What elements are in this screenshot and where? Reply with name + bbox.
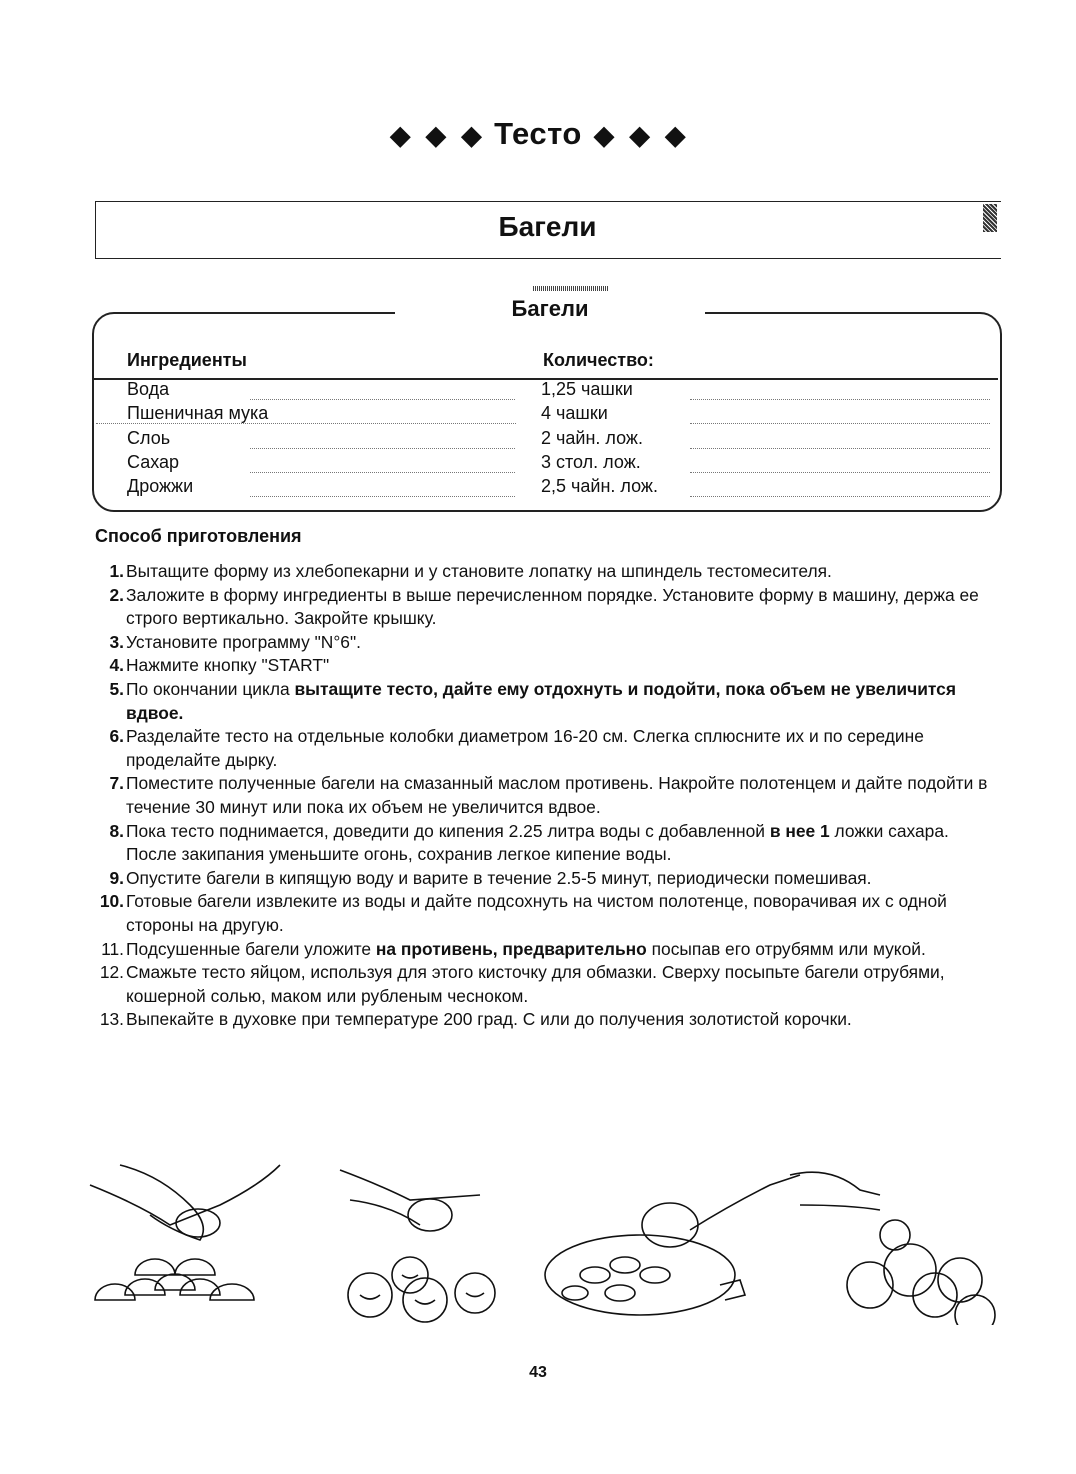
page-number: 43 [529, 1364, 547, 1381]
step-text [126, 725, 996, 772]
shaping-dough-illustration [90, 1165, 280, 1300]
step-number: 12. [99, 962, 124, 983]
step-text [126, 820, 996, 867]
dotted-leader [250, 448, 515, 449]
ingredient-name: Пшеничная мука [127, 403, 269, 424]
diamond-icon: ◆ [593, 120, 615, 150]
step-emphasis: вытащите тесто, дайте ему отдохнуть и подойти, пока объем не увеличится вдвое. [126, 678, 956, 723]
step-number: 13. [99, 1009, 124, 1030]
ingredient-name: Вода [127, 379, 170, 399]
step-number: 4. [109, 655, 124, 676]
dotted-leader [250, 399, 515, 400]
method-title: Способ приготовления [95, 526, 302, 546]
step-item [96, 584, 996, 631]
step-item [96, 961, 996, 1008]
step-number: 11. [101, 938, 124, 959]
section-title [0, 116, 1076, 152]
step-text-part: Подсушенные багели уложите [126, 938, 376, 959]
step-number: 6. [109, 726, 124, 747]
ingredient-name: Слоь [127, 427, 171, 448]
ingredient-quantity: 4 чашки [541, 403, 608, 424]
step-item [96, 631, 996, 655]
illustrations [80, 1145, 1010, 1325]
step-text [126, 938, 926, 962]
step-emphasis: на противень, предварительно [375, 938, 647, 959]
step-text-part: Поместите полученные багели на смазанный маслом противень. Накройте полотенцем и дайте подойти в течение 30 минут или пока их объем не увеличится вдвое. [126, 773, 988, 817]
step-item [96, 678, 996, 725]
step-item [96, 820, 996, 867]
dotted-leader [96, 423, 516, 424]
step-text-part: Пока тесто поднимается, доведити до кипения 2.25 литра воды с добавленной [126, 820, 770, 841]
step-text [126, 631, 361, 655]
topping-bagels-illustration [790, 1172, 995, 1325]
step-text-part: Выпекайте в духовке при температуре 200 град. С или до получения золотистой корочки. [126, 1009, 852, 1030]
step-text-part: Разделайте тесто на отдельные колобки диаметром 16-20 см. Слегка сплюсните их и по середине проделайте дырку. [126, 726, 924, 770]
ingredient-quantity: 1,25 чашки [541, 379, 633, 399]
step-item [96, 725, 996, 772]
step-number: 3. [109, 631, 124, 652]
step-text-part: Вытащите форму из хлебопекарни и у становите лопатку на шпиндель тестомесителя. [126, 561, 832, 581]
step-item [96, 1008, 996, 1032]
making-hole-illustration [340, 1170, 495, 1322]
step-item [96, 938, 996, 962]
step-text-part: По окончании цикла [126, 678, 295, 699]
step-text [126, 772, 996, 819]
step-text-part: Смажьте тесто яйцом, используя для этого кисточку для обмазки. Сверху посыпьте багели отрубями, кошерной солью, маком или рубленым чесноком. [126, 962, 945, 1006]
step-text [126, 654, 329, 678]
step-number: 8. [109, 820, 124, 841]
step-item [96, 560, 996, 584]
diamond-icon: ◆ [629, 120, 651, 150]
diamond-icon: ◆ [390, 120, 411, 150]
step-item [96, 890, 996, 937]
ingredient-name: Сахар [127, 451, 180, 472]
step-text [126, 867, 872, 891]
step-text-part: Установите программу "N°6". [126, 631, 361, 652]
diamond-icon: ◆ [425, 120, 447, 150]
dotted-leader [690, 496, 990, 497]
dotted-leader [250, 472, 515, 473]
step-number: 1. [109, 561, 124, 581]
step-number: 2. [109, 584, 124, 605]
card-title: Багели [511, 296, 589, 321]
step-text [126, 890, 996, 937]
recipe-title: Багели [498, 211, 597, 242]
card-title-mark [533, 286, 608, 291]
step-text-part: Опустите багели в кипящую воду и варите в течение 2.5-5 минут, периодически помешивая. [126, 867, 872, 888]
step-item [96, 772, 996, 819]
dotted-leader [250, 496, 515, 497]
quantity-header: Количество: [543, 350, 654, 370]
section-title-text: Тесто [494, 116, 582, 151]
ingredient-name: Дрожжи [127, 476, 194, 497]
step-text [126, 1008, 852, 1032]
ingredient-quantity: 2 чайн. лож. [541, 427, 643, 448]
step-text [126, 961, 996, 1008]
boiling-bagels-illustration [545, 1175, 800, 1315]
dotted-leader [690, 399, 990, 400]
step-text [126, 560, 832, 584]
step-text [126, 584, 996, 631]
step-number: 5. [109, 678, 124, 699]
diamond-icon: ◆ [665, 120, 686, 150]
step-number: 10. [99, 891, 124, 912]
step-text-part: Заложите в форму ингредиенты в выше перечисленном порядке. Установите форму в машину, держа ее строго вертикально. Закройте крышку. [126, 584, 979, 629]
step-item [96, 867, 996, 891]
step-number: 7. [109, 773, 124, 794]
ingredients-header: Ингредиенты [127, 350, 247, 370]
dotted-leader [690, 448, 990, 449]
dotted-leader [690, 472, 990, 473]
step-text-part: Нажмите кнопку "START" [126, 655, 330, 676]
ingredient-quantity: 2,5 чайн. лож. [541, 476, 658, 497]
step-text [126, 678, 996, 725]
step-text-part: Готовые багели извлеките из воды и дайте подсохнуть на чистом полотенце, поворачивая их с одной стороны на другую. [126, 891, 947, 935]
diamond-icon: ◆ [461, 120, 483, 150]
step-item [96, 654, 996, 678]
step-text-part: посыпав его отрубямм или мукой. [646, 938, 926, 959]
step-text-part: ложки сахара. После закипания уменьшите огонь, сохранив легкое кипение воды. [126, 820, 949, 865]
step-emphasis: в нее 1 [769, 820, 830, 841]
steps-list [96, 560, 996, 1032]
dotted-leader [690, 423, 990, 424]
ingredient-quantity: 3 стол. лож. [541, 451, 641, 472]
step-number: 9. [109, 867, 124, 888]
